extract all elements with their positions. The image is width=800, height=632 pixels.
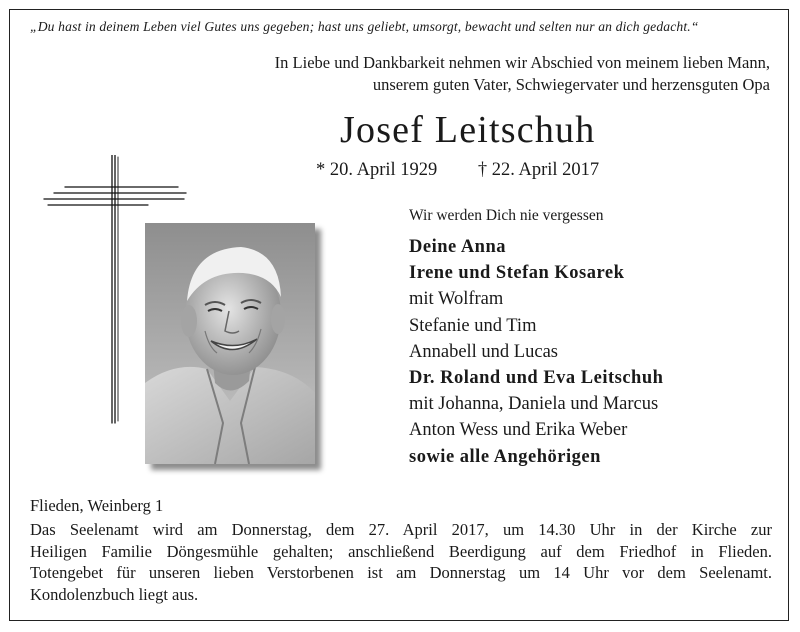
memorial-quote: „Du hast in deinem Leben viel Gutes uns gegeben; hast uns geliebt, umsorgt, bewacht und selten nur an dich gedacht.“ — [30, 19, 699, 34]
intro-line-1: In Liebe und Dankbarkeit nehmen wir Abschied von meinem lieben Mann, — [274, 53, 770, 72]
mourner-line: Stefanie und Tim — [409, 315, 537, 336]
life-dates — [316, 160, 599, 181]
intro-line-2: unserem guten Vater, Schwiegervater und herzensguten Opa — [372, 75, 770, 94]
mourner-line: Annabell und Lucas — [409, 341, 558, 362]
notice-line-1: Das Seelenamt wird am Donnerstag, dem 27. April 2017, um 14.30 Uhr in der Kirche zur — [30, 520, 772, 539]
death-date: 22. April 2017 — [491, 160, 600, 180]
mourner-line: mit Johanna, Daniela und Marcus — [409, 394, 659, 415]
service-notice — [30, 519, 772, 605]
mourner-line: sowie alle Angehörigen — [409, 446, 601, 467]
notice-line-2: Heiligen Familie Döngesmühle gehalten; anschließend Beerdigung auf dem Friedhof in Flieden. — [30, 541, 772, 561]
mourner-line: mit Wolfram — [409, 289, 504, 310]
mourners-list — [409, 206, 663, 470]
mourner-line: Deine Anna — [409, 237, 507, 257]
farewell-intro — [275, 52, 770, 96]
notice-line-3: Totengebet für unseren lieben Verstorbenen ist am Donnerstag um 14 Uhr vor dem Seelenamt. — [30, 563, 772, 582]
mourner-line: Dr. Roland und Eva Leitschuh — [409, 368, 664, 389]
birth-symbol: * — [316, 160, 326, 180]
notice-line-4: Kondolenzbuch liegt aus. — [30, 584, 199, 604]
death-symbol: † — [477, 160, 488, 180]
birth-date: 20. April 1929 — [329, 160, 438, 180]
deceased-name: Josef Leitschuh — [340, 109, 596, 151]
portrait-photo — [145, 223, 315, 464]
mourner-line: Anton Wess und Erika Weber — [409, 420, 628, 441]
address: Flieden, Weinberg 1 — [30, 496, 164, 515]
mourner-line: Irene und Stefan Kosarek — [409, 263, 625, 284]
mourners-lead: Wir werden Dich nie vergessen — [409, 207, 604, 224]
